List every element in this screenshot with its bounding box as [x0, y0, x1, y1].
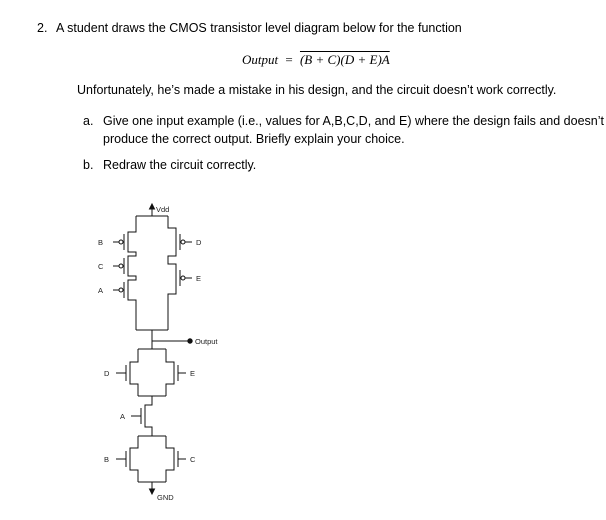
nmos-label-d: D: [104, 369, 110, 378]
pmos-label-e: E: [196, 274, 202, 283]
formula-equals: =: [285, 52, 293, 67]
part-b-line1: Redraw the circuit correctly.: [103, 158, 257, 172]
mistake-statement: Unfortunately, he’s made a mistake in his design, and the circuit doesn’t work correctly.: [77, 83, 557, 97]
pmos-right-column: [168, 216, 192, 330]
nmos-label-c: C: [190, 455, 196, 464]
nmos-label-b: B: [104, 455, 110, 464]
nmos-middle-series: [131, 396, 152, 436]
nmos-label-e: E: [190, 369, 196, 378]
pmos-label-a: A: [98, 286, 104, 295]
question-number: 2.: [37, 21, 48, 35]
question-intro: A student draws the CMOS transistor level diagram below for the function: [56, 21, 462, 35]
gnd-arrow-icon: [150, 489, 155, 494]
nmos-label-a: A: [120, 412, 126, 421]
pmos-left-column: [113, 216, 136, 330]
nmos-top-parallel: [116, 341, 186, 396]
part-b-marker: b.: [83, 158, 94, 172]
pmos-label-b: B: [98, 238, 104, 247]
nmos-bottom-parallel: [116, 436, 186, 482]
part-a-line2: produce the correct output. Briefly explain your choice.: [103, 132, 405, 146]
output-node-dot: [188, 339, 192, 343]
vdd-arrow-icon: [150, 204, 155, 209]
gnd-label: GND: [157, 493, 174, 502]
formula-rhs: (B + C)(D + E)A: [299, 52, 390, 67]
output-label: Output: [195, 337, 218, 346]
part-a-line1: Give one input example (i.e., values for A,B,C,D, and E) where the design fails and doesn’t: [103, 114, 604, 128]
part-a-marker: a.: [83, 114, 94, 128]
pmos-label-c: C: [98, 262, 104, 271]
formula-lhs: Output: [242, 52, 279, 67]
pmos-label-d: D: [196, 238, 202, 247]
vdd-label: Vdd: [156, 205, 170, 214]
